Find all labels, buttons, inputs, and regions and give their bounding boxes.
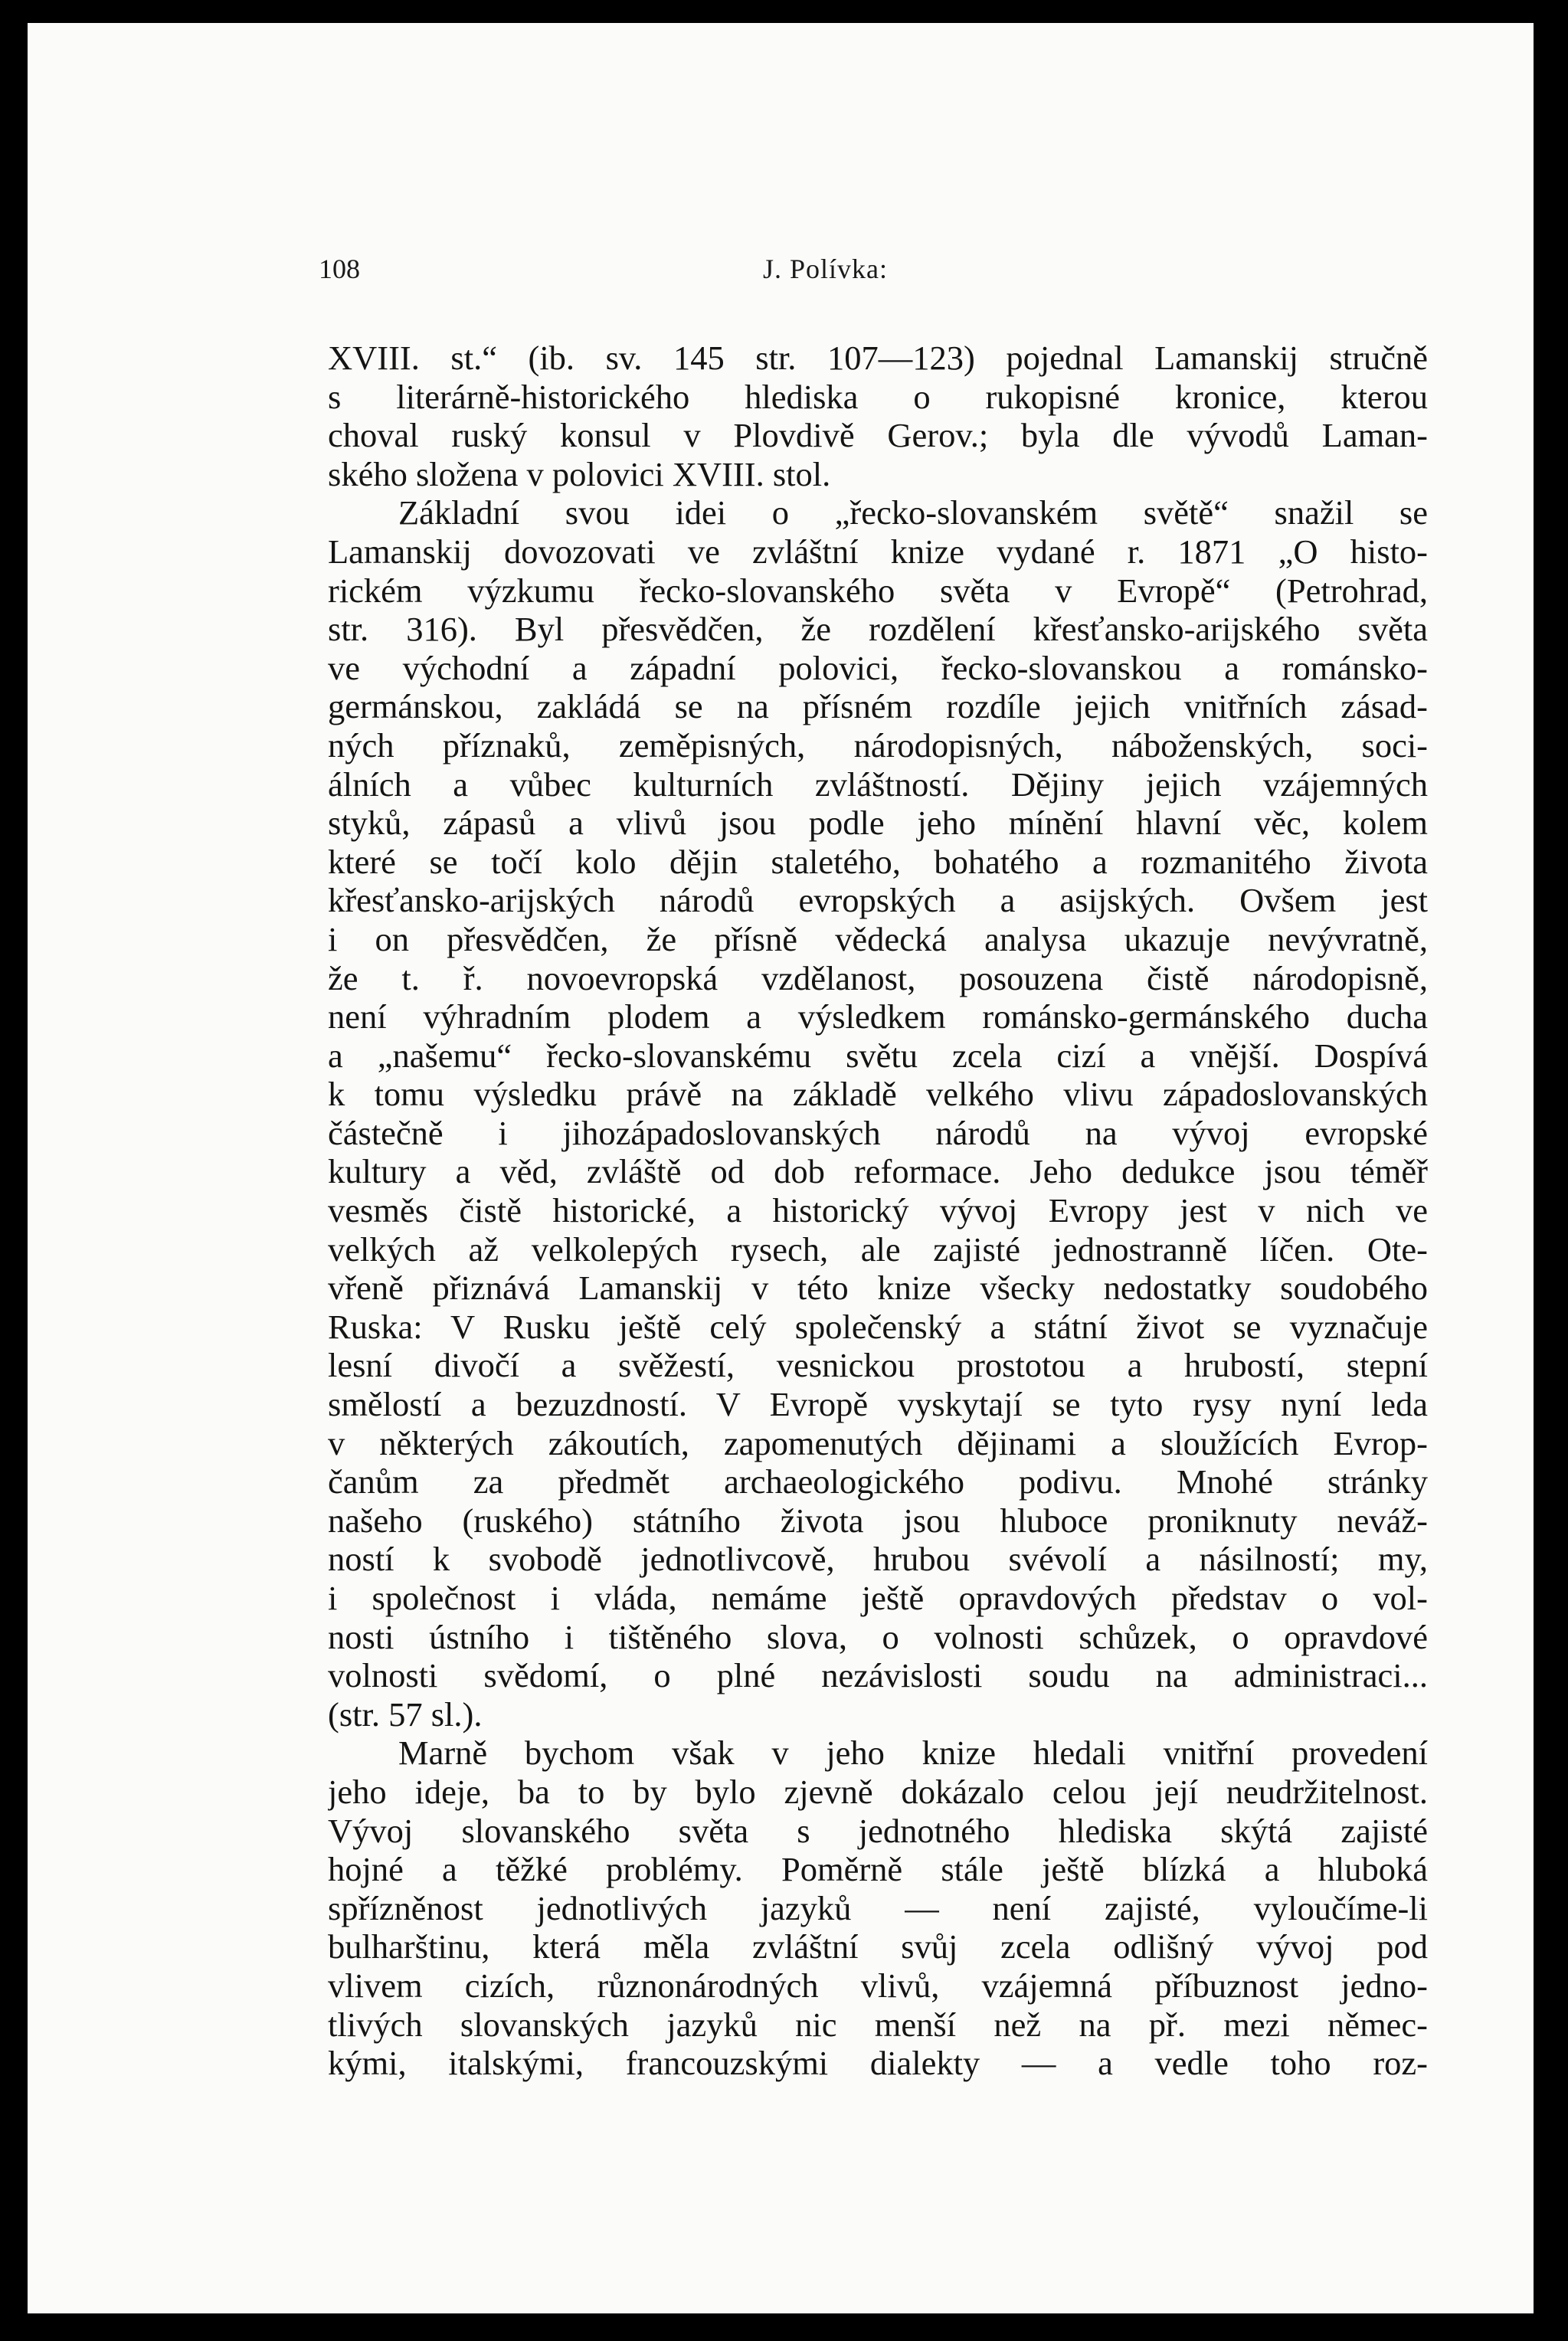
text-line: smělostí a bezuzdností. V Evropě vyskytají se tyto rysy nyní leda — [328, 1385, 1428, 1424]
text-line: a „našemu“ řecko-slovanskému světu zcela cizí a vnější. Dospívá — [328, 1036, 1428, 1075]
text-line: není výhradním plodem a výsledkem románsko-germánského ducha — [328, 997, 1428, 1036]
text-line: lesní divočí a svěžestí, vesnickou prostotou a hrubostí, stepní — [328, 1346, 1428, 1385]
page-header — [319, 253, 1422, 299]
text-line: germánskou, zakládá se na přísném rozdíle jejich vnitřních zásad- — [328, 687, 1428, 726]
text-line: (str. 57 sl.). — [328, 1694, 483, 1734]
text-line: ných příznaků, zeměpisných, národopisných, náboženských, soci- — [328, 725, 1428, 765]
text-line: s literárně-historického hlediska o rukopisné kronice, kterou — [328, 377, 1428, 416]
page-number: 108 — [319, 254, 360, 284]
text-line: bulharštinu, která měla zvláštní svůj zcela odlišný vývoj pod — [328, 1927, 1428, 1966]
text-line: které se točí kolo dějin staletého, bohatého a rozmanitého života — [328, 842, 1428, 881]
text-line: velkých až velkolepých rysech, ale zajisté jednostranně líčen. Ote- — [328, 1229, 1428, 1269]
text-line: choval ruský konsul v Plovdivě Gerov.; byla dle vývodů Laman- — [328, 416, 1428, 455]
text-line: XVIII. st.“ (ib. sv. 145 str. 107—123) pojednal Lamanskij stručně — [328, 339, 1428, 377]
text-line: Vývoj slovanského světa s jednotného hlediska skýtá zajisté — [328, 1811, 1428, 1850]
text-line: jeho ideje, ba to by bylo zjevně dokázalo celou její neudržitelnost. — [328, 1772, 1428, 1811]
text-line: hojné a těžké problémy. Poměrně stále ještě blízká a hluboká — [328, 1850, 1428, 1889]
text-line: našeho (ruského) státního života jsou hluboce proniknuty neváž- — [328, 1501, 1428, 1540]
text-line: volnosti svědomí, o plné nezávislosti soudu na administraci... — [328, 1656, 1428, 1695]
text-line: i společnost i vláda, nemáme ještě opravdových představ o vol- — [328, 1579, 1428, 1617]
text-line: nosti ústního i tištěného slova, o volnosti schůzek, o opravdové — [328, 1617, 1428, 1656]
text-line: Základní svou idei o „řecko-slovanském světě“ snažil se — [398, 493, 1428, 532]
text-line: ností k svobodě jednotlivcově, hrubou svévolí a násilností; my, — [328, 1540, 1428, 1579]
book-page — [28, 23, 1534, 2313]
text-line: tlivých slovanských jazyků nic menší než na př. mezi němec- — [328, 2005, 1428, 2044]
text-line: k tomu výsledku právě na základě velkého vlivu západoslovanských — [328, 1075, 1428, 1114]
text-line: že t. ř. novoevropská vzdělanost, posouzena čistě národopisně, — [328, 958, 1428, 997]
body-text — [328, 339, 1428, 2083]
text-line: rickém výzkumu řecko-slovanského světa v Evropě“ (Petrohrad, — [328, 571, 1428, 610]
text-line: kými, italskými, francouzskými dialekty — a vedle toho roz- — [328, 2044, 1428, 2083]
text-line: vesměs čistě historické, a historický vývoj Evropy jest v nich ve — [328, 1191, 1428, 1230]
text-line: álních a vůbec kulturních zvláštností. Dějiny jejich vzájemných — [328, 765, 1428, 804]
text-line: i on přesvědčen, že přísně vědecká analysa ukazuje nevývratně, — [328, 919, 1428, 958]
text-line: částečně i jihozápadoslovanských národů na vývoj evropské — [328, 1113, 1428, 1152]
running-head: J. Polívka: — [763, 254, 889, 284]
text-line: vřeně přiznává Lamanskij v této knize všecky nedostatky soudobého — [328, 1269, 1428, 1308]
text-line: styků, zápasů a vlivů jsou podle jeho mínění hlavní věc, kolem — [328, 804, 1428, 843]
text-line: str. 316). Byl přesvědčen, že rozdělení křesťansko-arijského světa — [328, 610, 1428, 649]
text-line: čanům za předmět archaeologického podivu. Mnohé stránky — [328, 1462, 1428, 1501]
text-line: křesťansko-arijských národů evropských a asijských. Ovšem jest — [328, 881, 1428, 920]
text-line: spřízněnost jednotlivých jazyků — není zajisté, vyloučíme-li — [328, 1888, 1428, 1927]
text-line: Marně bychom však v jeho knize hledali vnitřní provedení — [398, 1734, 1428, 1773]
text-line: vlivem cizích, různonárodných vlivů, vzájemná příbuznost jedno- — [328, 1966, 1428, 2005]
text-line: ského složena v polovici XVIII. stol. — [328, 454, 831, 493]
text-line: Lamanskij dovozovati ve zvláštní knize vydané r. 1871 „O histo- — [328, 532, 1428, 571]
text-line: Ruska: V Rusku ještě celý společenský a státní život se vyznačuje — [328, 1307, 1428, 1346]
text-line: ve východní a západní polovici, řecko-slovanskou a románsko- — [328, 648, 1428, 687]
text-line: v některých zákoutích, zapomenutých dějinami a sloužících Evrop- — [328, 1423, 1428, 1462]
text-line: kultury a věd, zvláště od dob reformace. Jeho dedukce jsou téměř — [328, 1152, 1428, 1191]
